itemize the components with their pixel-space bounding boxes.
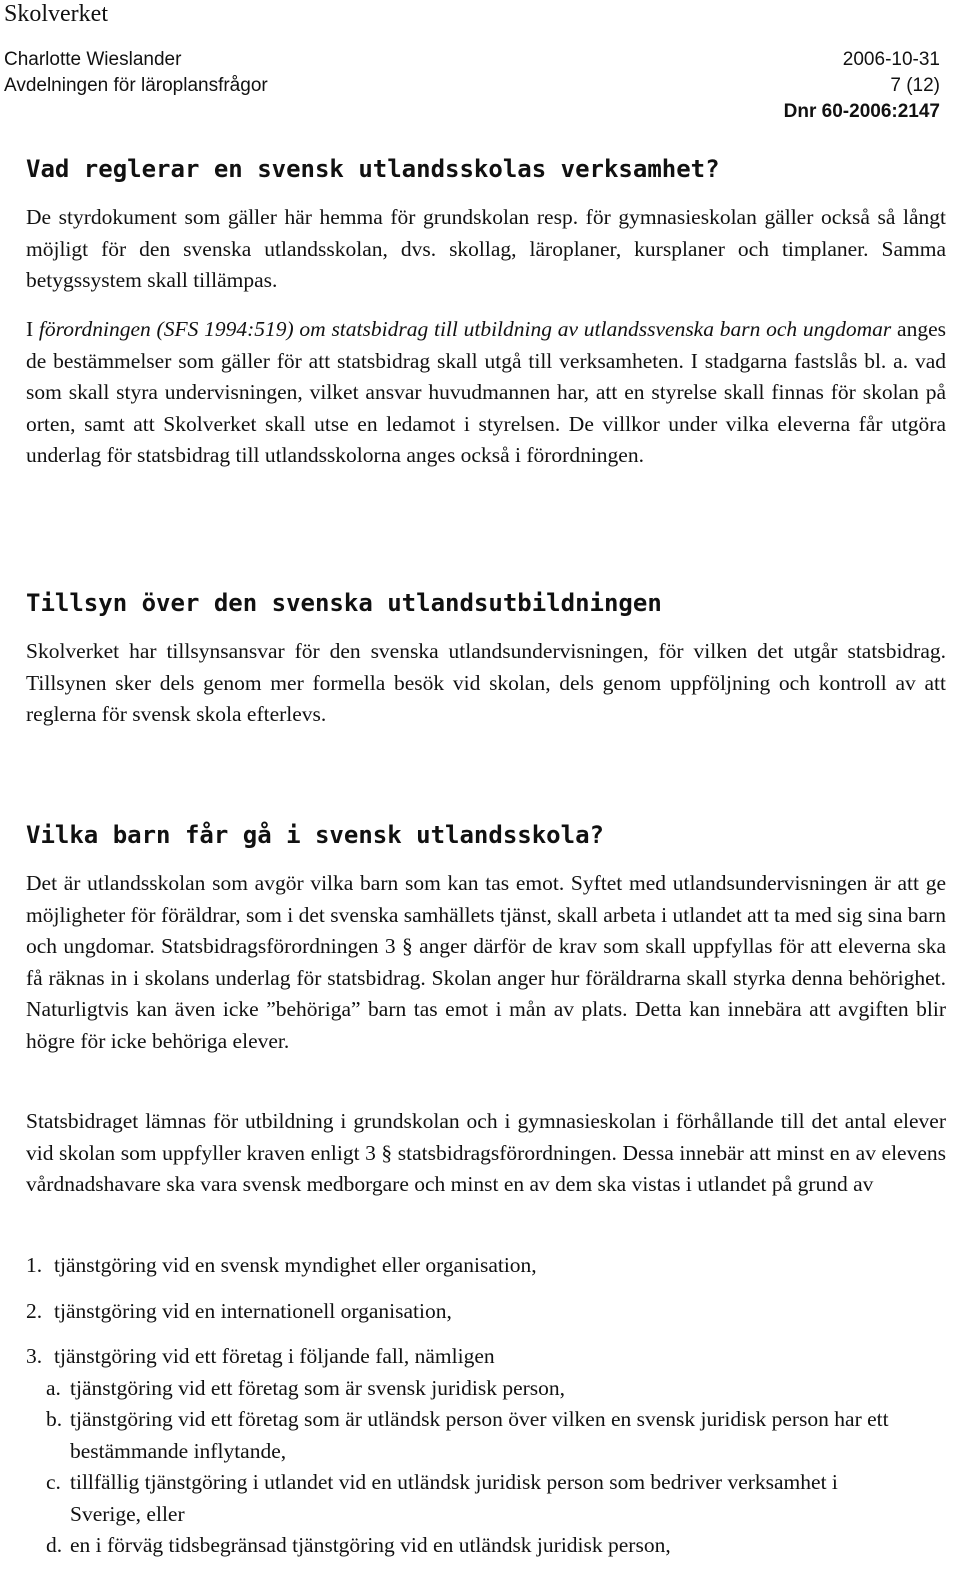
- sub-list-item: [26, 1530, 946, 1562]
- list-item-text: tjänstgöring vid ett företag i följande fall, nämligen: [54, 1344, 495, 1368]
- author-name: Charlotte Wieslander: [4, 49, 182, 70]
- paragraph: [26, 202, 946, 297]
- document-date: 2006-10-31: [842, 49, 940, 70]
- list-item: [26, 1250, 946, 1282]
- sub-list-letter: c.: [46, 1470, 61, 1494]
- list-number: 2.: [26, 1298, 43, 1323]
- sub-list-letter: a.: [46, 1375, 61, 1400]
- list-item: [26, 1296, 946, 1328]
- paragraph: [26, 314, 946, 472]
- sub-list-text: tjänstgöring vid ett företag som är svensk juridisk person,: [70, 1375, 566, 1400]
- paragraph-text: Skolverket har tillsynsansvar för den svenska utlandsundervisningen, för vilken det utgår statsbidrag. Tillsynen sker dels genom mer formella besök vid skolan, dels genom uppföljning och kontroll av att reglerna för svensk skola efterlevs.: [26, 639, 946, 726]
- sub-list-text: en i förväg tidsbegränsad tjänstgöring vid en utländsk juridisk person,: [70, 1533, 671, 1557]
- sub-list-letter: d.: [46, 1533, 63, 1557]
- section-heading: Tillsyn över den svenska utlandsutbildningen: [26, 589, 662, 617]
- sub-list-text: tjänstgöring vid ett företag som är utländsk person över vilken en svensk juridisk person har ett bestämmande inflytande,: [70, 1407, 889, 1463]
- list-number: 3.: [26, 1344, 43, 1368]
- section-heading: Vilka barn får gå i svensk utlandsskola?: [26, 821, 604, 849]
- list-item-text: tjänstgöring vid en internationell organisation,: [54, 1298, 452, 1323]
- paragraph: [26, 1106, 946, 1201]
- paragraph: [26, 868, 946, 1057]
- sub-list-item: [26, 1404, 910, 1467]
- department-name: Avdelningen för läroplansfrågor: [4, 75, 268, 96]
- section-eligibility: [26, 820, 946, 850]
- section-supervision: [26, 588, 946, 618]
- text-run: I: [26, 317, 39, 341]
- list-number: 1.: [26, 1253, 43, 1277]
- text-run: anges de bestämmelser som gäller för att statsbidrag skall utgå till verksamheten. I stadgarna fastslås bl. a. vad som skall styra undervisningen, vilket ansvar huvudmannen har, att en styrelse skall finnas för skolan på orten, samt att Skolverket skall utse en ledamot i styrelsen. De villkor under vilka eleverna får utgöra underlag för statsbidrag till utlandsskolorna anges också i förordningen.: [26, 317, 946, 467]
- list-item: [26, 1341, 946, 1373]
- section-heading: Vad reglerar en svensk utlandsskolas verksamhet?: [26, 155, 720, 183]
- list-item-text: tjänstgöring vid en svensk myndighet eller organisation,: [54, 1253, 537, 1277]
- eligibility-list: [26, 1250, 946, 1562]
- sub-list-item: [26, 1373, 946, 1405]
- organization-name: Skolverket: [4, 1, 108, 27]
- ordinance-title: förordningen (SFS 1994:519) om statsbidrag till utbildning av utlandssvenska barn och ungdomar: [38, 317, 892, 341]
- sub-list-text: tillfällig tjänstgöring i utlandet vid en utländsk juridisk person som bedriver verksamhet i Sverige, eller: [70, 1470, 838, 1526]
- sub-list-item: [26, 1467, 910, 1530]
- sub-list-letter: b.: [46, 1407, 63, 1431]
- page-number: 7 (12): [890, 75, 940, 96]
- registration-number: Dnr 60-2006:2147: [783, 101, 940, 122]
- paragraph: [26, 636, 946, 731]
- paragraph-text: [26, 314, 946, 472]
- paragraph-text: De styrdokument som gäller här hemma för grundskolan resp. för gymnasieskolan gäller också så långt möjligt för den svenska utlandsskolan, dvs. skollag, läroplaner, kursplaner och timplaner. Samma betygssystem skall tillämpas.: [26, 205, 946, 292]
- section-regulation: [26, 154, 946, 184]
- paragraph-text: Statsbidraget lämnas för utbildning i grundskolan och i gymnasieskolan i förhållande till det antal elever vid skolan som uppfyller kraven enligt 3 § statsbidragsförordningen. Dessa innebär att minst en av elevens vårdnadshavare ska vara svensk medborgare och minst en av dem ska vistas i utlandet på grund av: [26, 1109, 946, 1196]
- paragraph-text: Det är utlandsskolan som avgör vilka barn som kan tas emot. Syftet med utlandsundervisningen är att ge möjligheter för föräldrar, som i det svenska samhällets tjänst, skall arbeta i utlandet att ta med sig sina barn och ungdomar. Statsbidragsförordningen 3 § anger därför de krav som skall uppfyllas för att eleverna ska få räknas in i skolans underlag för statsbidrag. Skolan anger hur föräldrarna skall styrka denna behörighet. Naturligtvis kan även icke ”behöriga” barn tas emot i mån av plats. Detta kan innebära att avgiften blir högre för icke behöriga elever.: [26, 871, 946, 1053]
